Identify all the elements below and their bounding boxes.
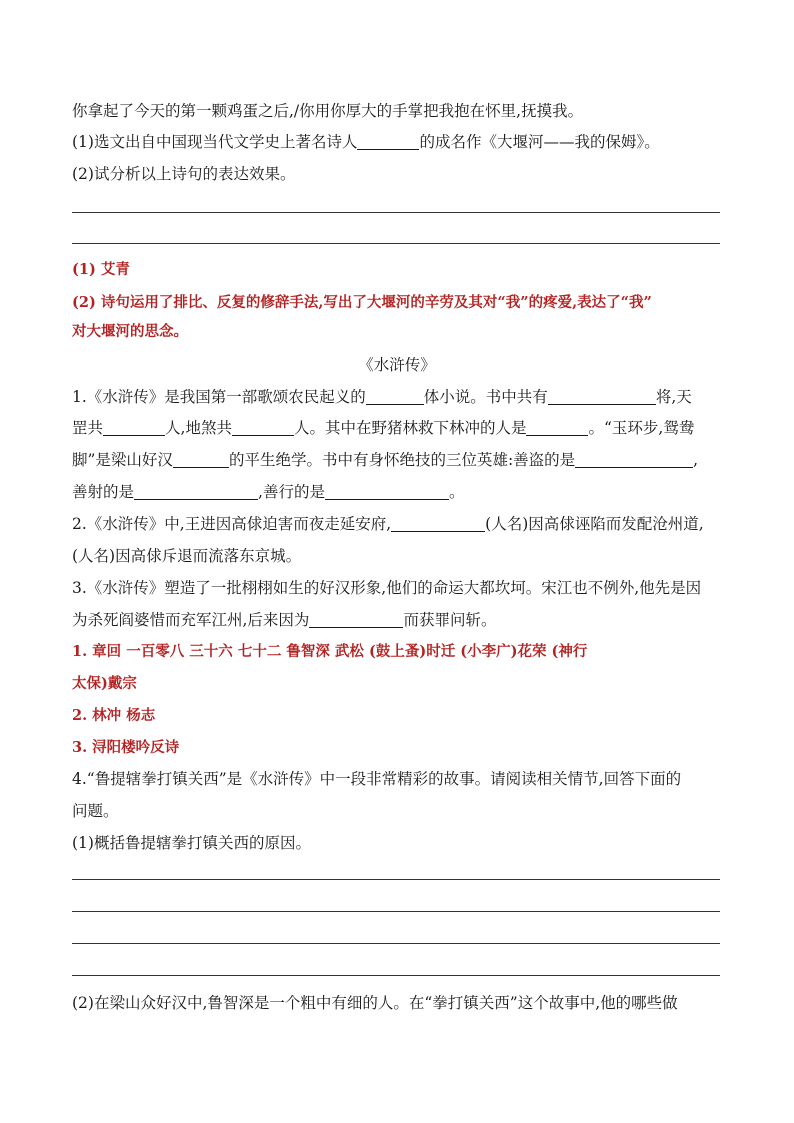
answer-blank[interactable] (309, 611, 403, 628)
answer-s1-line-2: 太保)戴宗 (72, 675, 137, 692)
answer-2-line-1: (2) 诗句运用了排比、反复的修辞手法,写出了大堰河的辛劳及其对“我”的疼爱,表达了“我” (72, 294, 652, 311)
answer-blank[interactable] (325, 483, 449, 500)
s1-text: 。 (448, 483, 465, 501)
answer-s3: 3. 浔阳楼吟反诗 (72, 739, 180, 756)
answer-s1-line-1: 1. 章回 一百零八 三十六 七十二 鲁智深 武松 (鼓上蚤)时迁 (小李广)花荣 (神行 (72, 643, 588, 660)
s1-text: 1.《水浒传》是我国第一部歌颂农民起义的 (72, 388, 366, 406)
s3-text: 而获罪问斩。 (403, 611, 497, 629)
s4-question-2: (2)在梁山众好汉中,鲁智深是一个粗中有细的人。在“拳打镇关西”这个故事中,他的哪些做 (72, 994, 678, 1012)
answer-blank[interactable] (357, 133, 419, 150)
s1-text: , (693, 451, 699, 469)
s1-text: 罡共 (72, 419, 104, 437)
answer-blank[interactable] (575, 451, 693, 468)
s4-question-1: (1)概括鲁提辖拳打镇关西的原因。 (72, 834, 311, 852)
answer-blank[interactable] (103, 419, 165, 436)
answer-s2: 2. 林冲 杨志 (72, 707, 156, 724)
s4-line-2: 问题。 (72, 802, 119, 820)
answer-blank[interactable] (134, 483, 258, 500)
s1-text: ,善行的是 (258, 483, 325, 501)
s1-line-2 (72, 418, 722, 438)
s1-line-3 (72, 450, 722, 470)
section-title: 《水浒传》 (358, 356, 436, 374)
s1-text: 。“玉环步,鸳鸯 (588, 419, 695, 437)
answer-line[interactable] (72, 911, 720, 912)
s1-text: 的平生绝学。书中有身怀绝技的三位英雄:善盗的是 (228, 451, 576, 469)
s4-line-1: 4.“鲁提辖拳打镇关西”是《水浒传》中一段非常精彩的故事。请阅读相关情节,回答下面的 (72, 770, 682, 788)
s3-line-1: 3.《水浒传》塑造了一批栩栩如生的好汉形象,他们的命运大都坎坷。宋江也不例外,他先是因 (72, 579, 702, 597)
s3-line-2 (72, 610, 722, 630)
s3-text: 为杀死阎婆惜而充军江州,后来因为 (72, 611, 310, 629)
answer-blank[interactable] (232, 419, 294, 436)
answer-2-line-2: 对大堰河的思念。 (72, 323, 188, 340)
answer-blank[interactable] (548, 388, 656, 405)
question-1-text-b: 的成名作《大堰河——我的保姆》。 (419, 133, 660, 151)
s1-text: 人,地煞共 (165, 419, 232, 437)
s2-line-2: (人名)因高俅斥退而流落东京城。 (72, 547, 302, 565)
answer-blank[interactable] (173, 451, 229, 468)
question-2: (2)试分析以上诗句的表达效果。 (72, 165, 296, 183)
answer-line[interactable] (72, 975, 720, 976)
answer-line[interactable] (72, 943, 720, 944)
s1-text: 善射的是 (72, 483, 135, 501)
answer-blank[interactable] (391, 515, 485, 532)
s1-text: 脚”是梁山好汉 (72, 451, 173, 469)
answer-1: (1) 艾青 (72, 261, 130, 278)
question-1-text-a: (1)选文出自中国现当代文学史上著名诗人 (72, 133, 358, 151)
s1-line-1 (72, 387, 722, 407)
s2-line-1 (72, 514, 722, 534)
s1-text: 人。其中在野猪林救下林冲的人是 (293, 419, 527, 437)
s2-text: (人名)因高俅诬陷而发配沧州道, (485, 515, 704, 533)
question-1 (72, 132, 722, 152)
s1-text: 体小说。书中共有 (423, 388, 548, 406)
answer-line[interactable] (72, 879, 720, 880)
s2-text: 2.《水浒传》中,王进因高俅迫害而夜走延安府, (72, 515, 392, 533)
answer-blank[interactable] (366, 388, 424, 405)
s1-line-4 (72, 482, 722, 502)
answer-line[interactable] (72, 212, 720, 213)
poem-line: 你拿起了今天的第一颗鸡蛋之后,/你用你厚大的手掌把我抱在怀里,抚摸我。 (72, 102, 584, 120)
answer-blank[interactable] (526, 419, 588, 436)
answer-line[interactable] (72, 243, 720, 244)
s1-text: 将,天 (655, 388, 692, 406)
